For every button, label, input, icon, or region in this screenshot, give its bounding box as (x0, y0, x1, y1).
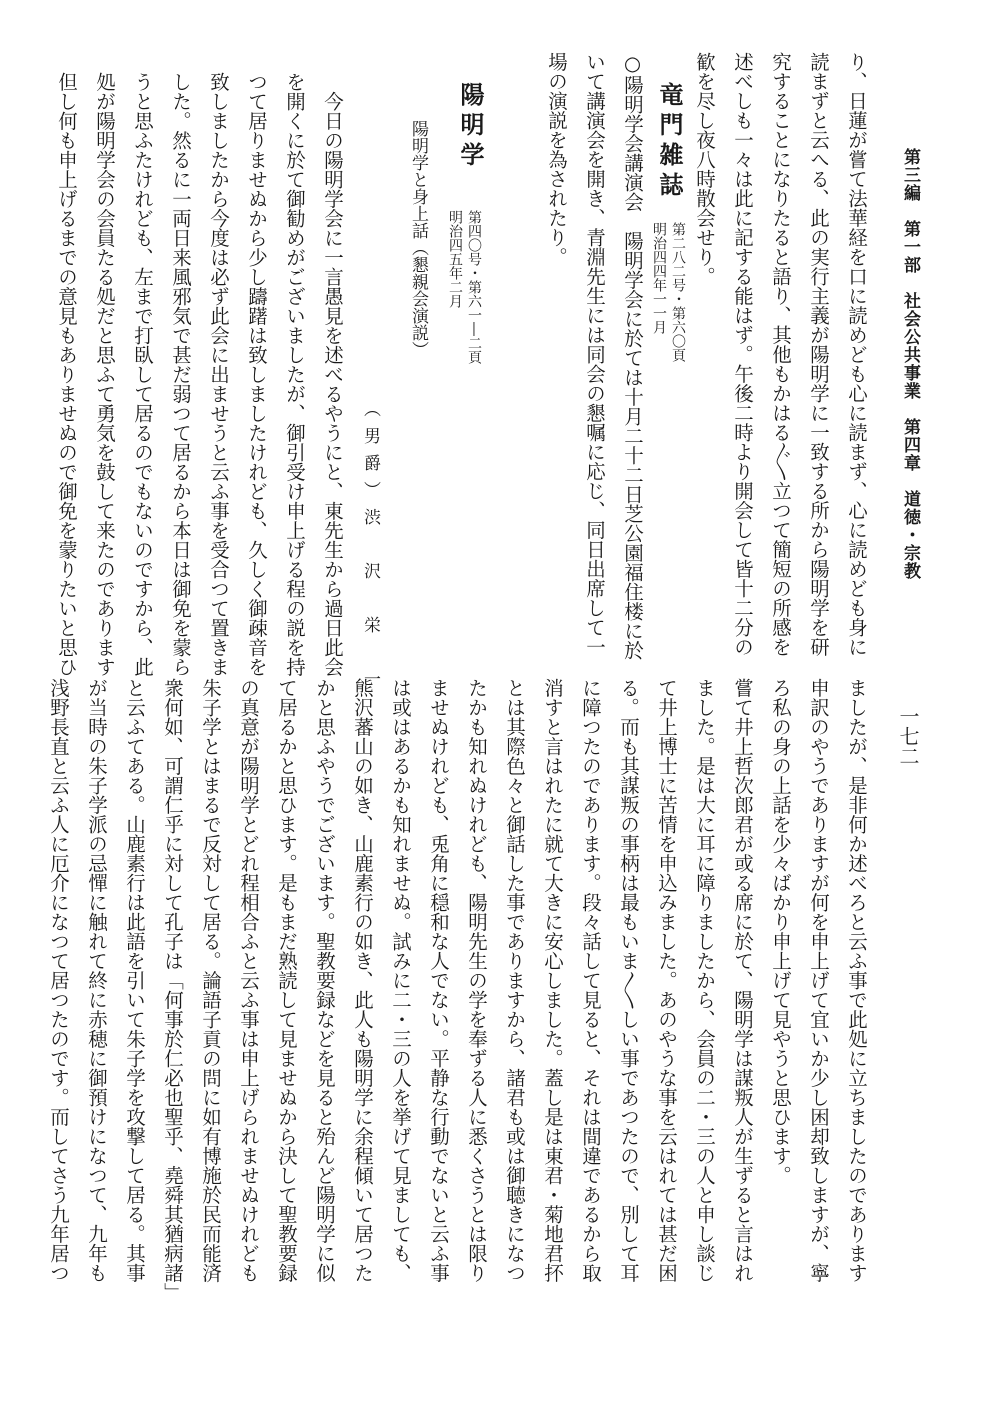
body-line: 衆何如、可謂仁乎に対して孔子は「何事於仁必也聖乎、堯舜其猶病諸」 (161, 678, 184, 1302)
body-line: 熊沢蕃山の如き、山鹿素行の如き、此人も陽明学に余程傾いて居つた (351, 678, 374, 1283)
body-line: の真意が陽明学とどれ程相合ふと云ふ事は申上げられませぬけれども (237, 678, 260, 1283)
intro-line: 歓を尽し夜八時散会せり。 (693, 52, 716, 286)
section-title-yomeigaku: 陽明学 (456, 82, 484, 172)
body-line: ました。是は大に耳に障りましたから、会員の二・三の人と申し談じ (693, 678, 716, 1283)
body-line: 朱子学とはまるで反対して居る。論語子貢の問に如有博施於民而能済 (199, 678, 222, 1283)
body-line: 嘗て井上哲次郎君が或る席に於て、陽明学は謀叛人が生ずると言はれ (731, 678, 754, 1283)
page-number: 一七二 (896, 706, 920, 766)
body-line: 浅野長直と云ふ人に厄介になつて居つたのです。而してさう九年居つ (47, 678, 70, 1283)
body-line: 場の演説を為されたり。 (545, 52, 568, 267)
body-line: る。而も其謀叛の事柄は最もいま〳〵しい事であつたので、別して耳 (617, 678, 640, 1283)
intro-column (685, 52, 875, 657)
publication-date: 明治四四年一一月 (651, 222, 667, 334)
running-head: 第三編 第一部 社会公共事業 第四章 道徳・宗教 (900, 148, 920, 580)
publication-date: 明治四五年二月 (447, 210, 463, 308)
article-subtitle: 陽明学と身上話（懇親会演説） (408, 120, 428, 358)
intro-line: 読まずと云へる、此の実行主義が陽明学に一致する所から陽明学を研 (807, 52, 830, 657)
article-body-lower (39, 678, 875, 1378)
body-line: ○陽明学会講演会 陽明学会に於ては十月二十二日芝公園福住楼に於 (621, 52, 644, 660)
body-line: 処が陽明学会の会員たる処だと思ふて勇気を鼓して来たのであります (93, 72, 116, 677)
body-line: ませぬけれども、兎角に穏和な人でない。平静な行動でないと云ふ事 (427, 678, 450, 1283)
body-line: 消すと言はれたに就て大きに安心しました。蓋し是は東君・菊地君抔 (541, 678, 564, 1283)
body-line: と云ふてある。山鹿素行は此語を引いて朱子学を攻撃して居る。其事 (123, 678, 146, 1283)
body-line: 今日の陽明学会に一言愚見を述べるやうにと、東先生から過日此会 (321, 72, 344, 677)
body-line: ろ私の身の上話を少々ばかり申上げて見やうと思ひます。 (769, 678, 792, 1185)
body-line: が当時の朱子学派の忌憚に触れて終に赤穂に御預けになつて、九年も (85, 678, 108, 1283)
intro-line: り、日蓮が嘗て法華経を口に読めども心に読まず、心に読めども身に (845, 52, 868, 657)
body-line: を開くに於て御勧めがございましたが、御引受け申上げる程の説を持 (283, 72, 306, 677)
article-body-upper (47, 72, 351, 677)
article-author: （男爵）渋 沢 栄 一 (360, 400, 380, 697)
body-line: に障つたのであります。段々話して見ると、それは間違であるから取 (579, 678, 602, 1283)
intro-line: 述べしも一々は此に記する能はず。午後二時より開会して皆十二分の (731, 52, 754, 657)
publication-info-yomeigaku (445, 210, 483, 364)
body-line: たかも知れぬけれども、陽明先生の学を奉ずる人に悉くさうとは限り (465, 678, 488, 1283)
body-line: は或はあるかも知れませぬ。試みに二・三の人を挙げて見ましても、 (389, 678, 412, 1283)
publication-issue: 第四〇号・第六一―二頁 (466, 210, 482, 364)
body-line: とは其際色々と御話した事でありますから、諸君も或は御聴きになつ (503, 678, 526, 1283)
body-line: した。然るに一両日来風邪気で甚だ弱つて居るから本日は御免を蒙ら (169, 72, 192, 677)
body-line: て居るかと思ひます。是もまだ熟読して見ませぬから決して聖教要録 (275, 678, 298, 1283)
section-body-ryumon (537, 52, 651, 660)
publication-info-ryumon (649, 222, 687, 362)
section-title-ryumon: 竜門雑誌 (655, 82, 683, 202)
body-line: つて居りませぬから少し躊躇は致しましたけれども、久しく御疎音を (245, 72, 268, 677)
body-line: 但し何も申上げるまでの意見もありませぬので御免を蒙りたいと思ひ (55, 72, 78, 677)
body-line: うと思ふたけれども、左まで打臥して居るのでもないのですから、此 (131, 72, 154, 677)
body-line: かと思ふやうでございます。聖教要録などを見ると殆んど陽明学に似 (313, 678, 336, 1283)
body-line: いて講演会を開き、青淵先生には同会の懇嘱に応じ、同日出席して一 (583, 52, 606, 657)
body-line: て井上博士に苦情を申込みました。あのやうな事を云はれては甚だ困 (655, 678, 678, 1283)
publication-issue: 第二八二号・第六〇頁 (670, 222, 686, 362)
body-line: 申訳のやうでありますが何を申上げて宜いか少し困却致しますが、寧 (807, 678, 830, 1283)
body-line: ましたが、是非何か述べろと云ふ事で此処に立ちましたのであります (845, 678, 868, 1283)
intro-line: 究することになりたると語り、其他もかはる〴〵立つて簡短の所感を (769, 52, 792, 657)
body-line: 致しましたから今度は必ず此会に出ませうと云ふ事を受合つて置きま (207, 72, 230, 677)
